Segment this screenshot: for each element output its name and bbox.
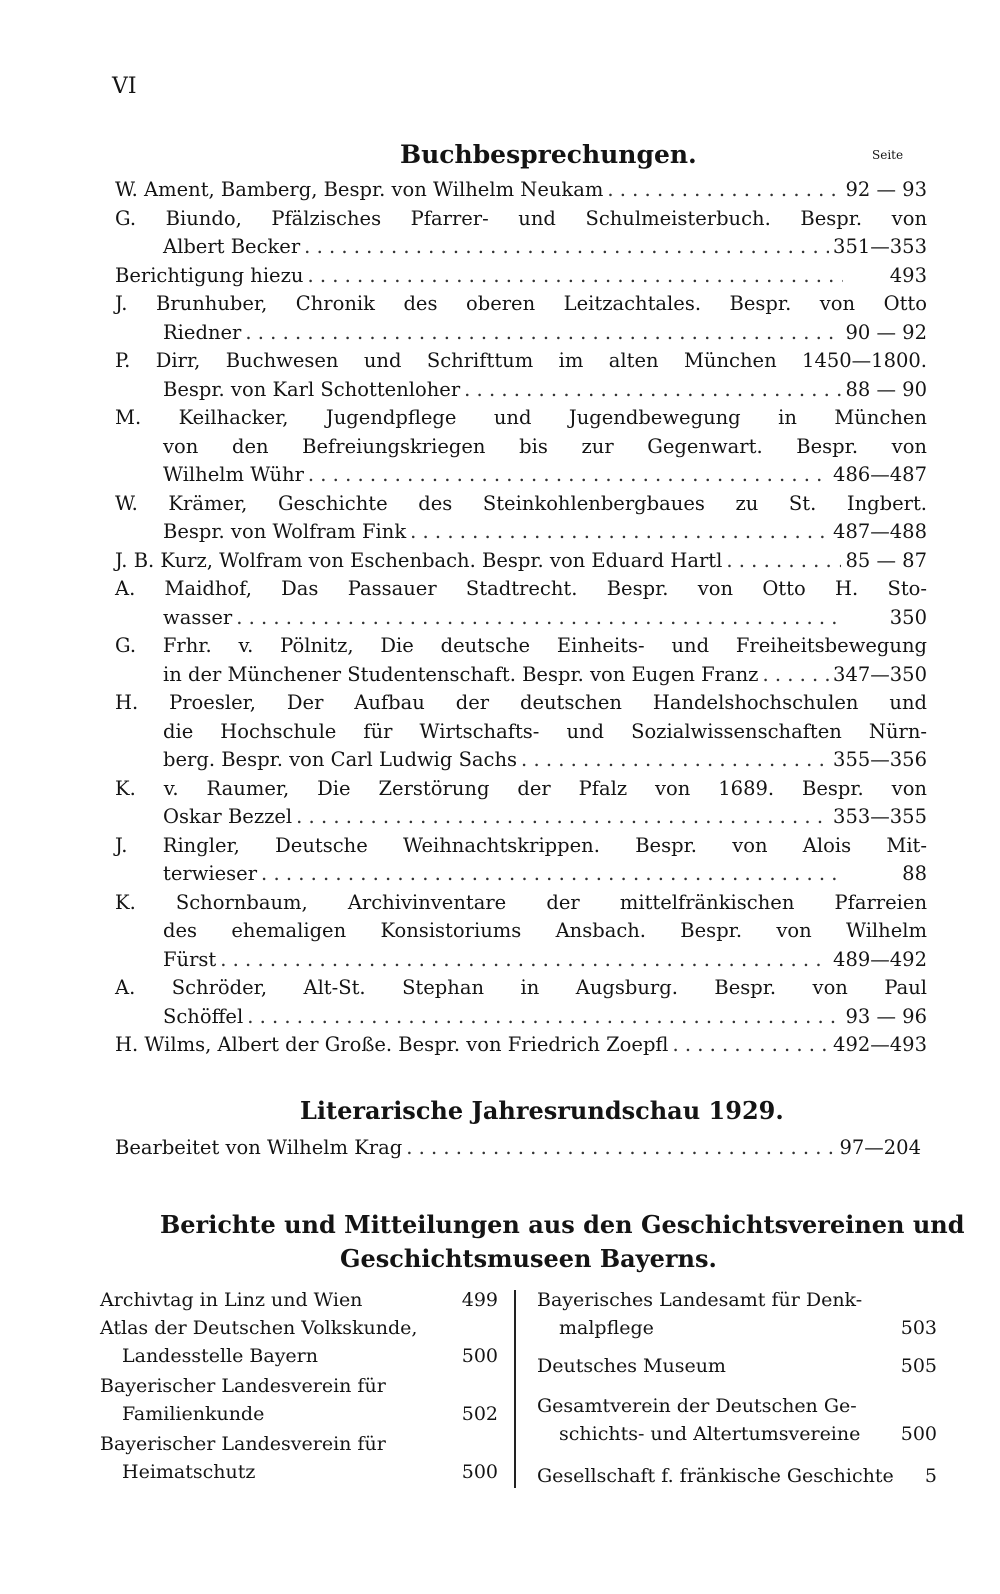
- review-entry: [115, 689, 927, 775]
- review-entry-text: H. Proesler, Der Aufbau der deutschen Handelshochschulen und: [115, 691, 927, 714]
- review-entry-pages: 347—350: [833, 662, 927, 686]
- review-entry-text: von den Befreiungskriegen bis zur Gegenwart. Bespr. von: [163, 434, 927, 458]
- review-entry-pages: 489—492: [833, 947, 927, 971]
- review-entry-text: wasser: [163, 605, 233, 629]
- seite-column-label: Seite: [872, 148, 904, 162]
- section-title-berichte-line2: Geschichtsmuseen Bayerns.: [340, 1244, 717, 1273]
- review-entry-text: Riedner: [163, 320, 242, 344]
- column-divider: [514, 1290, 516, 1488]
- review-entry-pages: 492—493: [833, 1033, 927, 1056]
- dot-leader: [296, 803, 829, 832]
- berichte-item: [537, 1462, 937, 1490]
- dot-leader: [220, 946, 829, 975]
- review-entry-text: G. Frhr. v. Pölnitz, Die deutsche Einheits- und Freiheitsbewegung: [115, 634, 927, 657]
- berichte-item-page: 499: [461, 1289, 498, 1311]
- dot-leader: [304, 233, 829, 262]
- review-entry: [115, 262, 927, 291]
- review-entry: [115, 490, 927, 547]
- review-entry-text: G. Biundo, Pfälzisches Pfarrer- und Schulmeisterbuch. Bespr. von: [115, 206, 927, 230]
- berichte-item-text: schichts- und Altertumsvereine: [559, 1423, 861, 1445]
- review-entry: [115, 832, 927, 889]
- review-entry-text: J. Brunhuber, Chronik des oberen Leitzachtales. Bespr. von Otto: [115, 292, 927, 315]
- review-entry: [115, 290, 927, 347]
- review-entry: [115, 632, 927, 689]
- berichte-item-text: Landesstelle Bayern: [122, 1345, 318, 1367]
- berichte-item-text: Atlas der Deutschen Volkskunde,: [100, 1317, 418, 1339]
- berichte-item-text: malpflege: [559, 1317, 654, 1339]
- berichte-item: [537, 1392, 937, 1448]
- review-entry-text: K. v. Raumer, Die Zerstörung der Pfalz von 1689. Bespr. von: [115, 776, 927, 800]
- review-entry-text: W. Ament, Bamberg, Bespr. von Wilhelm Neukam: [115, 178, 604, 201]
- berichte-item: [100, 1372, 498, 1428]
- berichte-item-page: 505: [900, 1355, 937, 1377]
- review-entry-pages: 85 — 87: [845, 548, 927, 572]
- dot-leader: [726, 547, 841, 576]
- berichte-item: [100, 1286, 498, 1314]
- review-entry: [115, 889, 927, 975]
- review-entry-text: Berichtigung hiezu: [115, 263, 304, 287]
- berichte-item: [100, 1430, 498, 1486]
- review-entry-text: terwieser: [163, 862, 258, 885]
- page-number: VI: [112, 74, 137, 99]
- lit-entry-pages: 97—204: [839, 1136, 921, 1159]
- review-entry-pages: 90 — 92: [845, 320, 927, 344]
- review-entry-pages: 350: [889, 605, 927, 629]
- dot-leader: [410, 518, 829, 547]
- review-entry-text: W. Krämer, Geschichte des Steinkohlenbergbaues zu St. Ingbert.: [115, 491, 927, 515]
- review-entry-text: Schöffel: [163, 1004, 244, 1028]
- review-entry-text: Bespr. von Wolfram Fink: [163, 520, 407, 543]
- review-entry-text: des ehemaligen Konsistoriums Ansbach. Bespr. von Wilhelm: [163, 919, 927, 942]
- berichte-item-text: Gesellschaft f. fränkische Geschichte: [537, 1465, 894, 1487]
- review-entry-pages: 493: [889, 263, 927, 287]
- review-entry-text: die Hochschule für Wirtschafts- und Sozialwissenschaften Nürn-: [163, 719, 927, 743]
- berichte-item-text: Heimatschutz: [122, 1461, 256, 1483]
- berichte-item-text: Familienkunde: [122, 1403, 265, 1425]
- section-title-berichte-line1: Berichte und Mitteilungen aus den Geschichtsvereinen und: [160, 1210, 965, 1239]
- dot-leader: [236, 604, 843, 633]
- review-entry-pages: 353—355: [833, 805, 927, 828]
- berichte-item-text: Archivtag in Linz und Wien: [100, 1289, 363, 1311]
- berichte-item-page: 503: [900, 1317, 937, 1339]
- dot-leader: [762, 661, 829, 690]
- review-entry-text: A. Maidhof, Das Passauer Stadtrecht. Bespr. von Otto H. Sto-: [115, 577, 927, 600]
- review-entry: [115, 575, 927, 632]
- dot-leader: [308, 461, 829, 490]
- berichte-item-page: 500: [461, 1345, 498, 1367]
- review-entry-text: Wilhelm Wühr: [163, 463, 304, 486]
- review-entry: [115, 775, 927, 832]
- berichte-item-text: Bayerisches Landesamt für Denk-: [537, 1289, 863, 1311]
- review-entry-pages: 93 — 96: [845, 1004, 927, 1028]
- dot-leader: [261, 860, 843, 889]
- berichte-item-page: 500: [900, 1423, 937, 1445]
- review-entry-text: J. Ringler, Deutsche Weihnachtskrippen. Bespr. von Alois Mit-: [115, 833, 927, 857]
- review-entry: [115, 974, 927, 1031]
- review-entry-pages: 487—488: [833, 520, 927, 543]
- review-entry: [115, 404, 927, 490]
- review-entry-text: Bespr. von Karl Schottenloher: [163, 377, 461, 401]
- dot-leader: [307, 262, 843, 291]
- review-entry-pages: 486—487: [833, 463, 927, 486]
- review-entry-text: berg. Bespr. von Carl Ludwig Sachs: [163, 748, 518, 771]
- berichte-item-page: 5: [924, 1465, 937, 1487]
- berichte-item-text: Bayerischer Landesverein für: [100, 1433, 386, 1455]
- berichte-item-text: Deutsches Museum: [537, 1355, 726, 1377]
- dot-leader: [247, 1003, 841, 1032]
- review-entry: [115, 1031, 927, 1060]
- review-entry: [115, 176, 927, 205]
- lit-entry-text: Bearbeitet von Wilhelm Krag: [115, 1136, 403, 1159]
- berichte-item: [537, 1352, 937, 1380]
- dot-leader: [464, 376, 841, 405]
- review-entry-text: in der Münchener Studentenschaft. Bespr. von Eugen Franz: [163, 662, 759, 686]
- section-title-literarische-jahresrundschau: Literarische Jahresrundschau 1929.: [300, 1096, 784, 1125]
- review-entry-text: Albert Becker: [163, 235, 301, 258]
- dot-leader: [672, 1031, 829, 1060]
- berichte-item-text: Gesamtverein der Deutschen Ge-: [537, 1395, 857, 1417]
- section-title-buchbesprechungen: Buchbesprechungen.: [400, 140, 697, 169]
- review-entry: [115, 347, 927, 404]
- review-entry-pages: 351—353: [833, 235, 927, 258]
- review-entry-text: Fürst: [163, 947, 217, 971]
- review-entry: [115, 205, 927, 262]
- review-entry-text: Oskar Bezzel: [163, 805, 293, 828]
- review-entry-text: H. Wilms, Albert der Große. Bespr. von Friedrich Zoepfl: [115, 1033, 669, 1056]
- review-entry-pages: 88: [902, 862, 927, 885]
- review-entry-pages: 355—356: [833, 748, 927, 771]
- dot-leader: [521, 746, 829, 775]
- review-entry-text: A. Schröder, Alt-St. Stephan in Augsburg. Bespr. von Paul: [115, 976, 927, 999]
- berichte-item: [537, 1286, 937, 1342]
- review-entry-pages: 92 — 93: [845, 178, 927, 201]
- dot-leader: [607, 176, 841, 205]
- review-entry-text: J. B. Kurz, Wolfram von Eschenbach. Bespr. von Eduard Hartl: [115, 548, 723, 572]
- review-entry-text: P. Dirr, Buchwesen und Schrifttum im alten München 1450—1800.: [115, 349, 927, 372]
- berichte-item: [100, 1314, 498, 1370]
- review-entry-pages: 88 — 90: [845, 377, 927, 401]
- review-entry-text: K. Schornbaum, Archivinventare der mittelfränkischen Pfarreien: [115, 890, 927, 914]
- dot-leader: [245, 319, 841, 348]
- berichte-item-page: 502: [461, 1403, 498, 1425]
- berichte-item-page: 500: [461, 1461, 498, 1483]
- lit-entry: [115, 1134, 921, 1163]
- review-entry-text: M. Keilhacker, Jugendpflege und Jugendbewegung in München: [115, 406, 927, 429]
- review-entry: [115, 547, 927, 576]
- berichte-item-text: Bayerischer Landesverein für: [100, 1375, 386, 1397]
